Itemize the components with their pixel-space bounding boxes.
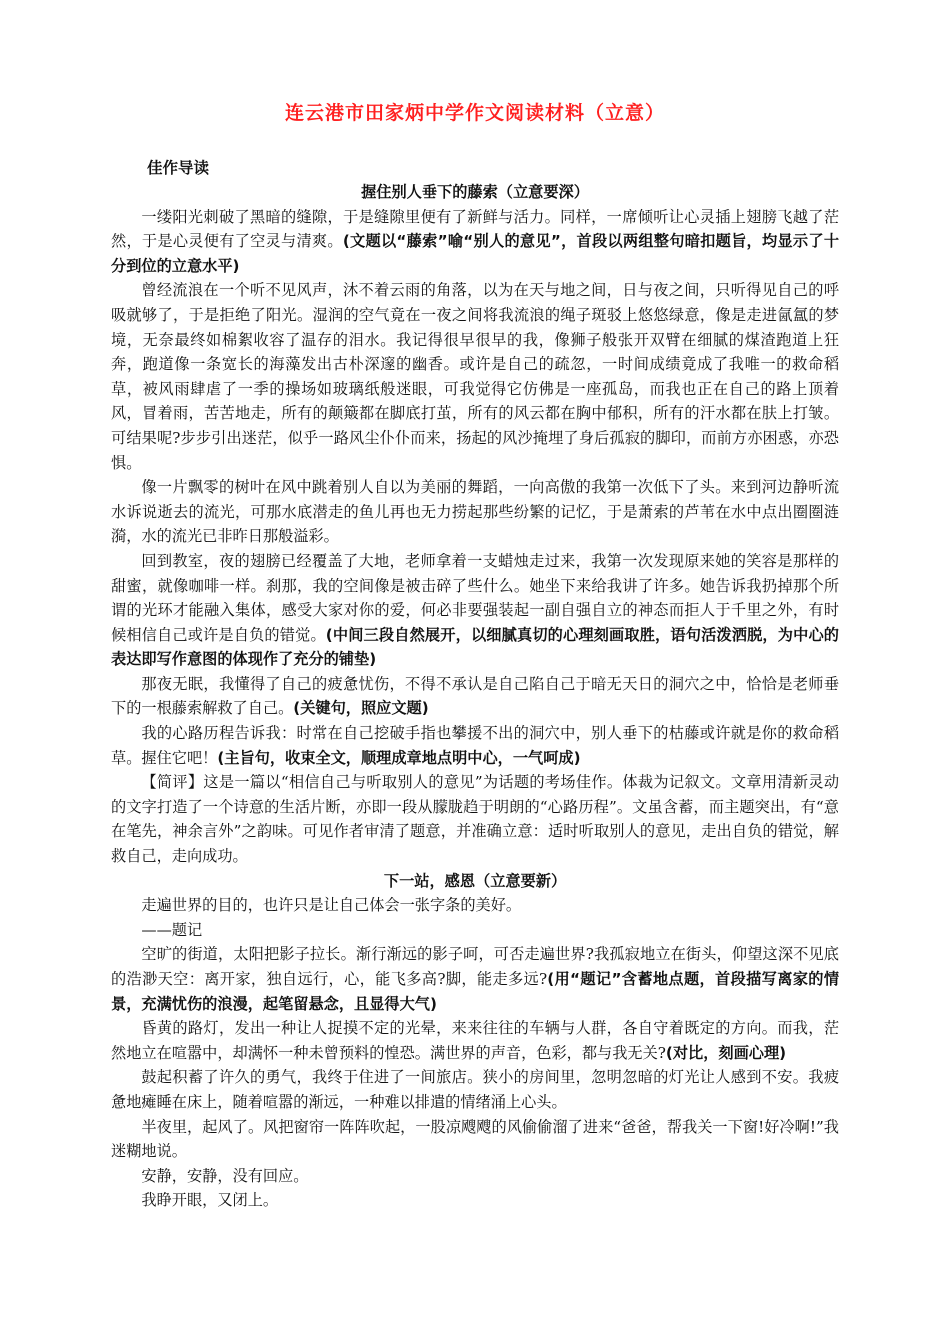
section-label: 佳作导读: [147, 159, 210, 177]
paragraph-text: 我的心路历程告诉我：时常在自己挖破手指也攀援不出的洞穴中，别人垂下的枯藤或许就是你的救命稻草。握住它吧！: [111, 724, 839, 767]
essay-heading: 下一站，感恩（立意要新）: [383, 871, 567, 890]
paragraph: [111, 1016, 839, 1065]
comment: (主旨句，收束全文，顺理成章地点明中心，一气呵成): [217, 748, 581, 767]
document-body: [111, 180, 839, 1213]
paragraph: [111, 205, 839, 279]
comment: (用“题记”含蓄地点题，首段描写离家的情景，充满忧伤的浪漫，起笔留悬念，且显得大气): [111, 970, 840, 1013]
review-paragraph: [111, 770, 839, 868]
comment: (关键句，照应文题): [293, 699, 429, 718]
epigraph: 走遍世界的目的，也许只是让自己体会一张字条的美好。: [141, 896, 522, 915]
paragraph-text: 一缕阳光刺破了黑暗的缝隙，于是缝隙里便有了新鲜与活力。同样，一席倾听让心灵插上翅膀飞越了茫然，于是心灵便有了空灵与清爽。: [111, 207, 839, 251]
review-text: 这是一篇以“相信自己与听取别人的意见”为话题的考场佳作。体裁为记叙文。文章用清新灵动的文字打造了一个诗意的生活片断，亦即一段从朦胧趋于明朗的“心路历程”。文虽含蓄，而主题突出，有“意在笔先，神余言外”之韵味。可见作者审清了题意，并准确立意：适时听取别人的意见，走出自负的错觉，解救自己，走向成功。: [111, 773, 840, 866]
document-title: 连云港市田家炳中学作文阅读材料（立意）: [284, 102, 665, 124]
review-label: 【简评】: [141, 773, 204, 792]
comment: (中间三段自然展开，以细腻真切的心理刻画取胜，语句活泼洒脱，为中心的表达即写作意图的体现作了充分的铺垫): [111, 625, 839, 669]
epigraph-source: ——题记: [141, 920, 203, 939]
paragraph: [111, 672, 839, 721]
essay-heading: 握住别人垂下的藤索（立意要深）: [361, 183, 589, 201]
paragraph: 曾经流浪在一个听不见风声，沐不着云雨的角落，以为在天与地之间，日与夜之间，只听得见自己的呼吸就够了，于是拒绝了阳光。湿润的空气竟在一夜之间将我流浪的绳子斑驳上悠悠绿意，像是走进氤氲的梦境，无奈最终如棉絮收容了温存的泪水。我记得很早很早的我，像狮子般张开双臂在细腻的煤渣跑道上狂奔，跑道像一条宽长的海藻发出古朴深邃的幽香。或许是自己的疏忽，一时间成绩竟成了我唯一的救命稻草，被风雨肆虐了一季的操场如玻璃纸般迷眼，可我觉得它仿佛是一座孤岛，而我也正在自己的路上顶着风，冒着雨，苦苦地走，所有的颠簸都在脚底打茧，所有的风云都在胸中郁积，所有的汗水都在肤上打皱。可结果呢?步步引出迷茫，似乎一路风尘仆仆而来，扬起的风沙掩埋了身后孤寂的脚印，而前方亦困惑，亦恐惧。: [111, 281, 839, 472]
paragraph: [111, 721, 839, 770]
paragraph: [111, 549, 839, 672]
paragraph-text: 回到教室，夜的翅膀已经覆盖了大地，老师拿着一支蜡烛走过来，我第一次发现原来她的笑容是那样的甜蜜，就像咖啡一样。刹那，我的空间像是被击碎了些什么。她坐下来给我讲了许多。她告诉我扔掉那个所谓的光环才能融入集体，感受大家对你的爱，何必非要强装起一副自强自立的神态而拒人于千里之外，有时候相信自己或许是自负的错觉。: [111, 551, 839, 644]
paragraph: 安静，安静，没有回应。: [141, 1166, 309, 1185]
paragraph-text: 昏黄的路灯，发出一种让人捉摸不定的光晕，来来往往的车辆与人群，各自守着既定的方向。而我，茫然地立在喧嚣中，却满怀一种未曾预料的惶恐。满世界的声音，色彩，都与我无关?: [111, 1019, 839, 1062]
paragraph: 鼓起积蓄了许久的勇气，我终于住进了一间旅店。狭小的房间里，忽明忽暗的灯光让人感到不安。我疲惫地瘫睡在床上，随着喧嚣的渐远，一种难以排遣的情绪涌上心头。: [111, 1068, 839, 1111]
paragraph: 我睁开眼，又闭上。: [141, 1191, 279, 1210]
comment: (对比，刻画心理): [665, 1043, 787, 1062]
paragraph: 像一片飘零的树叶在风中跳着别人自以为美丽的舞蹈，一向高傲的我第一次低下了头。来到河边静听流水诉说逝去的流光，可那水底潜走的鱼儿再也无力捞起那些纷繁的记忆，于是萧索的芦苇在水中点出圈圈涟漪，水的流光已非昨日那般溢彩。: [111, 478, 839, 546]
paragraph-text: 空旷的街道，太阳把影子拉长。渐行渐远的影子呵，可否走遍世界?我孤寂地立在街头，仰望这深不见底的浩渺天空：离开家，独自远行，心，能飞多高?脚，能走多远?: [111, 945, 839, 988]
paragraph-text: 那夜无眠，我懂得了自己的疲惫忧伤，不得不承认是自己陷自己于暗无天日的洞穴之中，恰恰是老师垂下的一根藤索解救了自己。: [111, 674, 839, 718]
paragraph: [111, 942, 839, 1016]
paragraph: 半夜里，起风了。风把窗帘一阵阵吹起，一股凉飕飕的风偷偷溜了进来“爸爸，帮我关一下窗!好冷啊!”我迷糊地说。: [111, 1117, 839, 1161]
comment: (文题以“藤索”喻“别人的意见”，首段以两组整句暗扣题旨，均显示了十分到位的立意水平): [111, 232, 840, 275]
